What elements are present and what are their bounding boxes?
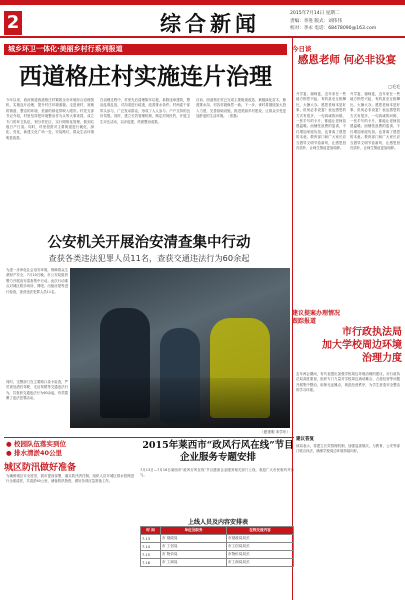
lead-headline: 西道格庄村实施连片治理 <box>19 63 272 90</box>
header-date: 2015年7月14日 星期二 <box>290 11 340 16</box>
followup-text-2: 该局表示，将建立长效管理机制，加强巡查频次，与教育、公安等部门联合执法，确保学校周边环境持续向好。 <box>296 444 400 454</box>
story2-subhead: 查获各类违法犯罪人员11名，查获交通违法行为60余起 <box>48 253 250 263</box>
header-bar <box>0 0 405 5</box>
table-row <box>141 559 294 567</box>
followup-headline <box>292 326 402 365</box>
commentary-headline <box>292 54 402 67</box>
table-title: 上线人员及内容安排表 <box>187 519 248 526</box>
story2-column-2: 同时，交警部门在主要路口设卡检查，严厉查处酒后驾驶、无证驾驶等交通违法行为，共查获交通违法行为60余起，有效震慑了违法犯罪活动。 <box>6 380 68 401</box>
section-title: 综合新闻 <box>160 11 260 36</box>
program-headline-line1: 2015年莱西市“政风行风在线”节目 <box>142 440 294 451</box>
table-cell: 7.13 <box>141 535 161 543</box>
commentary-author: □毛毛 <box>388 84 400 89</box>
photo-caption: （夏建明 宋学东） <box>260 430 290 434</box>
police-photo <box>70 268 290 428</box>
followup-text: 去年两会期间，有代表提出加强学校周边环境治理的建议。市行政执法局高度重视，组织专门力量对学校周边流动摊点、占道经营等问题开展集中整治，取缔无证摊点，规范经营秩序，为学生营造安全整洁的学习环境。 <box>296 372 400 393</box>
table-row <box>141 535 294 543</box>
flood-text: 为确保城区安全度汛，我市提前部署，落实防汛责任制，组织人员对城区排水管网进行全面清淤，共清淤40公里，储备防汛物资，做好各项应急准备工作。 <box>6 474 134 484</box>
table-cell: 市 工信局 <box>161 543 227 551</box>
lead-column-2: 在治理过程中，村里先后清理陈年垃圾，拆除违章建筑，整治乱堆乱放，对沟渠进行疏浚，改善排水条件。村两委干部带头参与，广泛发动群众，形成了人人参与、户户支持的良好氛围。同时，建立长效管理机制，制定村规民约，开展卫生评比活动，以评促建，巩固整治成果。 <box>100 98 190 124</box>
table-cell: 市 工商局 <box>161 559 227 567</box>
header-editor: 责编：李进 版式：刘伟伟 <box>290 18 342 24</box>
table-header-row <box>141 527 294 535</box>
table-cell: 市工商局局长 <box>227 559 294 567</box>
table-row <box>141 543 294 551</box>
lead-category: 城乡环卫一体化·美丽乡村行系列报道 <box>4 44 287 55</box>
followup-headline-line2: 加大学校周边环境 <box>322 340 402 351</box>
table-cell: 7.14 <box>141 543 161 551</box>
commentary-tag: 今日谈 <box>292 45 312 53</box>
column-header: 在线交流内容 <box>227 527 294 535</box>
page-number: 2 <box>4 11 22 35</box>
followup-tag <box>292 310 402 326</box>
flood-headline: 城区防汛做好准备 <box>4 463 77 473</box>
followup-tag-line1: 建议提案办理情况 <box>292 310 341 317</box>
lead-column-3: 目前，西道格庄村已完成主要街道改造，栽植绿化苗木，修建排水沟，村容村貌焕然一新。下一步，该村将继续加大投入力度，完善基础设施，推进美丽乡村建设，让群众享受更加舒适的生活环境。（张磊） <box>196 98 286 119</box>
bullet-item: ● 校园队伍落实到位 <box>6 440 66 448</box>
section-rule <box>4 437 294 438</box>
column-header: 时 间 <box>141 527 161 535</box>
followup-tag-line2: 跟踪报道 <box>292 318 317 325</box>
header-rule <box>0 36 405 38</box>
table-cell: 7.15 <box>141 551 161 559</box>
followup-subhead: 建议答复 <box>296 437 314 442</box>
header-contact: 校对：李永 电话：68478090@163.com <box>290 26 377 32</box>
commentary-headline-text: 感恩老师 何必非设宴 <box>297 54 397 66</box>
header-info <box>290 10 402 33</box>
table-cell: 市财政局局长 <box>227 535 294 543</box>
lead-column-1: 今年以来，西河街道西道格庄村紧抓全市环境综合治理契机，实施连片治理，提升村庄环境面貌。走进该村，宽敞的街道、整洁的环境、美丽的绿化带映入眼帘。村党支部书记介绍，村里坚持把环境整治作为头等大事来抓，成立专门的环卫队伍，划分责任区，实行网格化管理，做到垃圾日产日清。同时，村里投资对主要街道进行硬化、绿化、亮化，新建文化广场一处，安装路灯，群众生活环境明显改善。 <box>6 98 94 140</box>
commentary-column-2: 升学宴、谢师宴，近年来在一些地方悄然兴起，有的甚至互相攀比、大操大办。感恩老师本是好事，但何必非设宴？表达感恩的方式有很多，一句真诚的问候、一张手写的卡片，都能让老师倍感温暖。而铺张浪费的宴请，不仅增加家庭负担，也背离了感恩的本意。教育部门和广大家长应当倡导文明节俭新风，让感恩回归质朴，让师生情谊更加纯粹。 <box>350 92 400 151</box>
commentary-column-1: 升学宴、谢师宴，近年来在一些地方悄然兴起，有的甚至互相攀比、大操大办。感恩老师本是好事，但何必非设宴？表达感恩的方式有很多，一句真诚的问候、一张手写的卡片，都能让老师倍感温暖。而铺张浪费的宴请，不仅增加家庭负担，也背离了感恩的本意。教育部门和广大家长应当倡导文明节俭新风，让感恩回归质朴，让师生情谊更加纯粹。 <box>296 92 346 151</box>
table-cell: 市物价局局长 <box>227 551 294 559</box>
bottom-bullets <box>6 440 136 458</box>
column-header: 单位及职务 <box>161 527 227 535</box>
schedule-table <box>140 526 294 567</box>
followup-headline-line1: 市行政执法局 <box>342 327 402 338</box>
table-cell: 市 物价局 <box>161 551 227 559</box>
story2-column-1: 为进一步净化社会治安环境，保障群众生命财产安全，7月10日晚，市公安局组织警力开展治安清查集中行动。此次行动重点对城区娱乐场所、网吧、出租房屋等进行检查，查获违法犯罪人员11名。 <box>6 268 68 294</box>
photo-shadow <box>70 378 290 428</box>
program-headline-line2: 企业服务专题安排 <box>179 452 256 463</box>
schedule-table-wrap <box>140 526 294 567</box>
program-headline <box>138 440 298 464</box>
table-cell: 7.16 <box>141 559 161 567</box>
table-cell: 市 财政局 <box>161 535 227 543</box>
program-intro: 7月13日—7月16日莱西市“政风行风在线”节目邀请企业服务相关部门上线，欢迎广大市民收听并参与。 <box>140 468 294 478</box>
followup-headline-line3: 治理力度 <box>362 353 402 364</box>
story2-headline: 公安机关开展治安清查集中行动 <box>47 234 251 251</box>
bullet-item: ● 排水清淤40公里 <box>6 449 62 457</box>
table-cell: 市工信局局长 <box>227 543 294 551</box>
table-row <box>141 551 294 559</box>
